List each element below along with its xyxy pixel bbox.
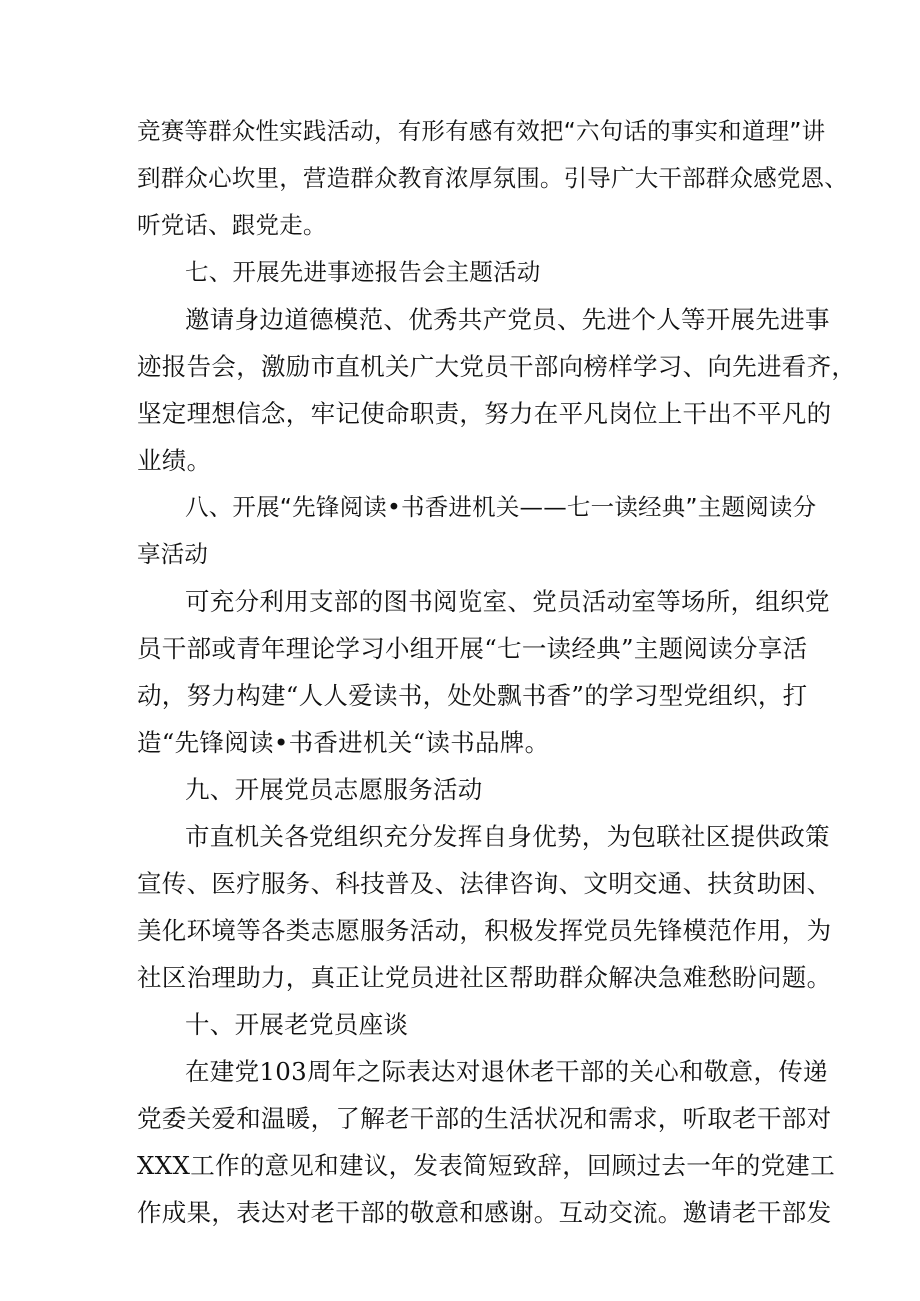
paragraph-line: 造“先锋阅读•书香进机关“读书品牌。 — [137, 728, 550, 757]
section-paragraph — [137, 1048, 836, 1236]
section-paragraph — [137, 578, 830, 766]
section-7 — [137, 249, 857, 484]
section-9 — [137, 766, 832, 1001]
section-heading: 九、开展党员志愿服务活动 — [185, 775, 483, 804]
paragraph-line: 社区治理助力，真正让党员进社区帮助群众解决急难愁盼问题。 — [137, 963, 832, 992]
intro-paragraph — [137, 108, 848, 249]
paragraph-line: 作成果，表达对老干部的敬意和感谢。互动交流。邀请老干部发 — [137, 1198, 832, 1227]
paragraph-line: 在建党103周年之际表达对退休老干部的关心和敬意，传递 — [185, 1057, 828, 1086]
paragraph-line: 业绩。 — [137, 446, 212, 475]
paragraph-line: 动，努力构建“人人爱读书，处处飘书香”的学习型党组织，打 — [137, 681, 808, 710]
section-paragraph — [137, 296, 857, 484]
paragraph-line: 坚定理想信念，牢记使命职责，努力在平凡岗位上干出不平凡的 — [137, 399, 832, 428]
paragraph-line: 市直机关各党组织充分发挥自身优势，为包联社区提供政策 — [185, 822, 830, 851]
paragraph-line: 党委关爱和温暖，了解老干部的生活状况和需求，听取老干部对 — [137, 1104, 832, 1133]
paragraph-line: XXX工作的意见和建议，发表简短致辞，回顾过去一年的党建工 — [137, 1151, 836, 1180]
section-heading: 七、开展先进事迹报告会主题活动 — [185, 258, 541, 286]
section-paragraph — [137, 813, 832, 1001]
paragraph-line: 竞赛等群众性实践活动，有形有感有效把“六句话的事实和道理”讲 — [137, 117, 826, 145]
paragraph-line: 美化环境等各类志愿服务活动，积极发挥党员先锋模范作用，为 — [137, 916, 832, 945]
paragraph-line: 员干部或青年理论学习小组开展“七一读经典”主题阅读分享活 — [137, 634, 808, 663]
section-10 — [137, 1001, 836, 1236]
section-heading-continued: 享活动 — [137, 540, 209, 568]
paragraph-line: 可充分利用支部的图书阅览室、党员活动室等场所，组织党 — [185, 587, 830, 616]
section-heading: 八、开展“先锋阅读•书香进机关——七一读经典”主题阅读分 — [185, 493, 817, 521]
paragraph-line: 邀请身边道德模范、优秀共产党员、先进个人等开展先进事 — [185, 305, 830, 334]
section-8 — [137, 484, 830, 766]
section-heading: 十、开展老党员座谈 — [185, 1010, 409, 1039]
document-body — [137, 108, 857, 1236]
paragraph-line: 听党话、跟党走。 — [137, 211, 327, 239]
paragraph-line: 宣传、医疗服务、科技普及、法律咨询、文明交通、扶贫助困、 — [137, 869, 832, 898]
paragraph-line: 到群众心坎里，营造群众教育浓厚氛围。引导广大干部群众感党恩、 — [137, 164, 848, 192]
paragraph-line: 迹报告会，激励市直机关广大党员干部向榜样学习、向先进看齐， — [137, 352, 857, 381]
